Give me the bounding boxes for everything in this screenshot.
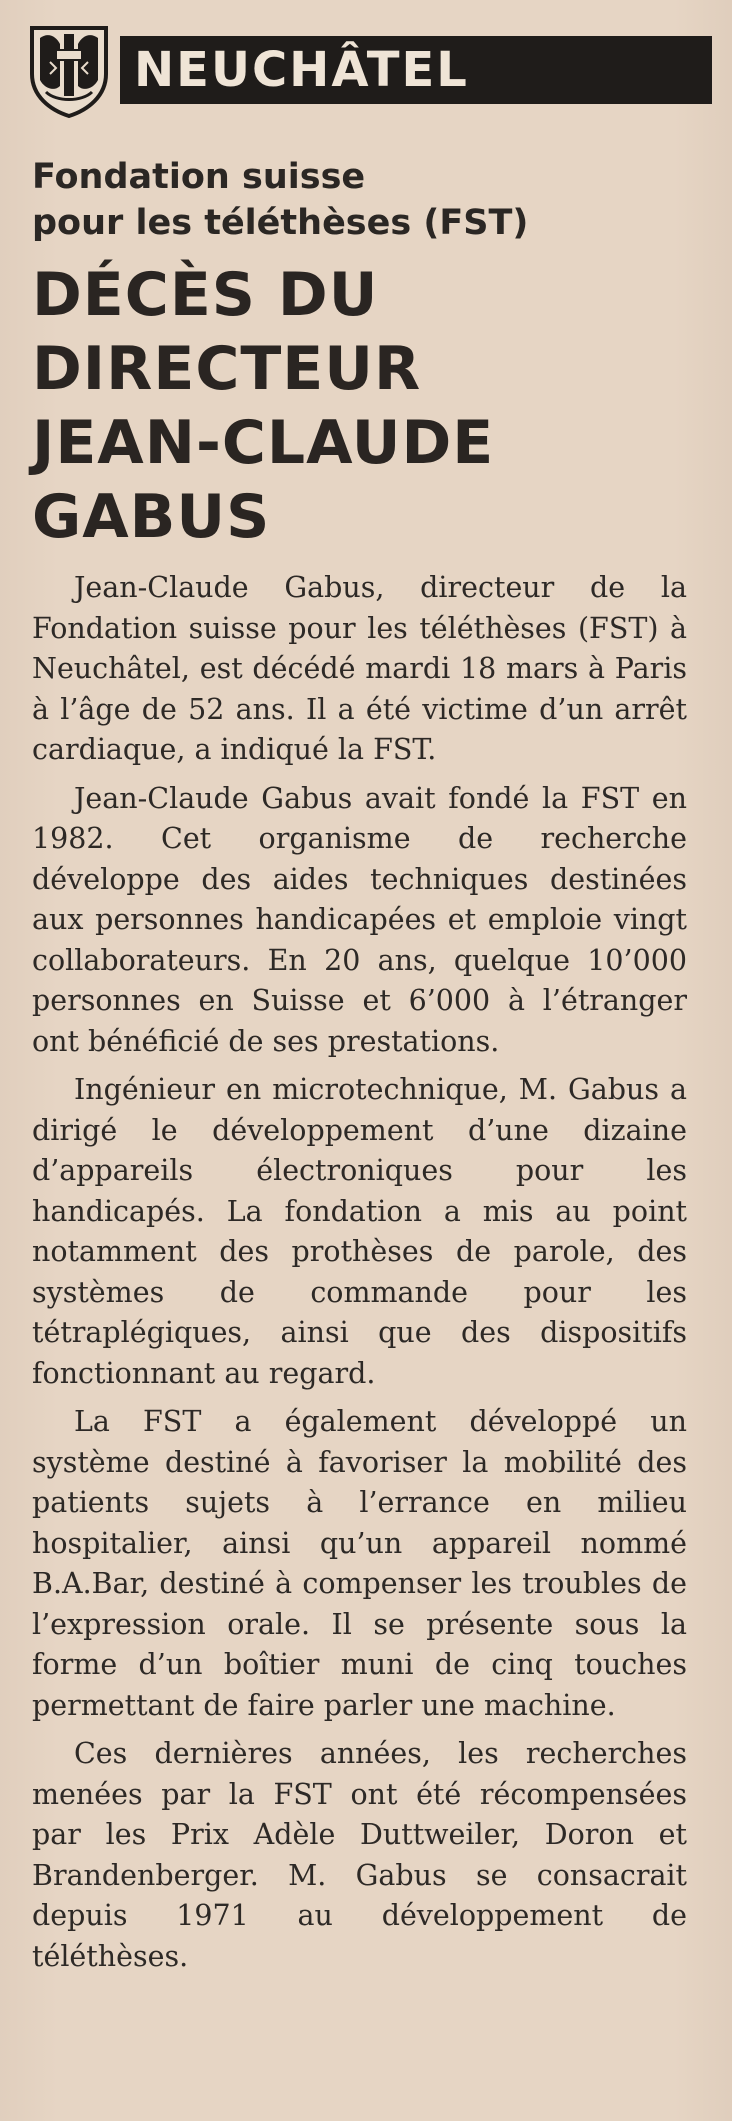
article-headline bbox=[32, 258, 712, 554]
kicker-line: Fondation suisse bbox=[32, 157, 366, 197]
headline-line: DÉCÈS DU bbox=[32, 260, 379, 330]
article-body bbox=[32, 568, 687, 1977]
headline-line: DIRECTEUR bbox=[32, 334, 422, 404]
neuchatel-coat-of-arms-icon bbox=[26, 22, 112, 118]
headline-line: GABUS bbox=[32, 482, 271, 552]
article-kicker bbox=[32, 154, 712, 246]
kicker-line: pour les téléthèses (FST) bbox=[32, 203, 529, 243]
body-paragraph: Ces dernières années, les recherches menées par la FST ont été récompensées par les Prix Adèle Duttweiler, Doron et Brandenberger. M. Gabus se consacrait depuis 1971 au développement de téléthèses. bbox=[32, 1737, 687, 1973]
body-paragraph: Jean-Claude Gabus, directeur de la Fondation suisse pour les téléthèses (FST) à Neuchâtel, est décédé mardi 18 mars à Paris à l’âge de 52 ans. Il a été victime d’un arrêt cardiaque, a indiqué la FST. bbox=[32, 571, 687, 766]
body-paragraph: La FST a également développé un système destiné à favoriser la mobilité des patients sujets à l’errance en milieu hospitalier, ainsi qu’un appareil nommé B.A.Bar, destiné à compenser les troubles de l’expression orale. Il se présente sous la forme d’un boîtier muni de cinq touches permettant de faire parler une machine. bbox=[32, 1405, 687, 1722]
body-paragraph: Jean-Claude Gabus avait fondé la FST en 1982. Cet organisme de recherche développe des aides techniques destinées aux personnes handicapées et emploie vingt collaborateurs. En 20 ans, quelque 10’000 personnes en Suisse et 6’000 à l’étranger ont bénéficié de ses prestations. bbox=[32, 781, 687, 1058]
section-header bbox=[26, 20, 712, 120]
body-paragraph: Ingénieur en microtechnique, M. Gabus a dirigé le développement d’une dizaine d’appareils électroniques pour les handicapés. La fondation a mis au point notamment des prothèses de parole, des systèmes de commande pour les tétraplégiques, ainsi que des dispositifs fonctionnant au regard. bbox=[32, 1073, 687, 1390]
section-banner: NEUCHÂTEL bbox=[120, 36, 712, 104]
headline-line: JEAN-CLAUDE bbox=[32, 408, 495, 478]
